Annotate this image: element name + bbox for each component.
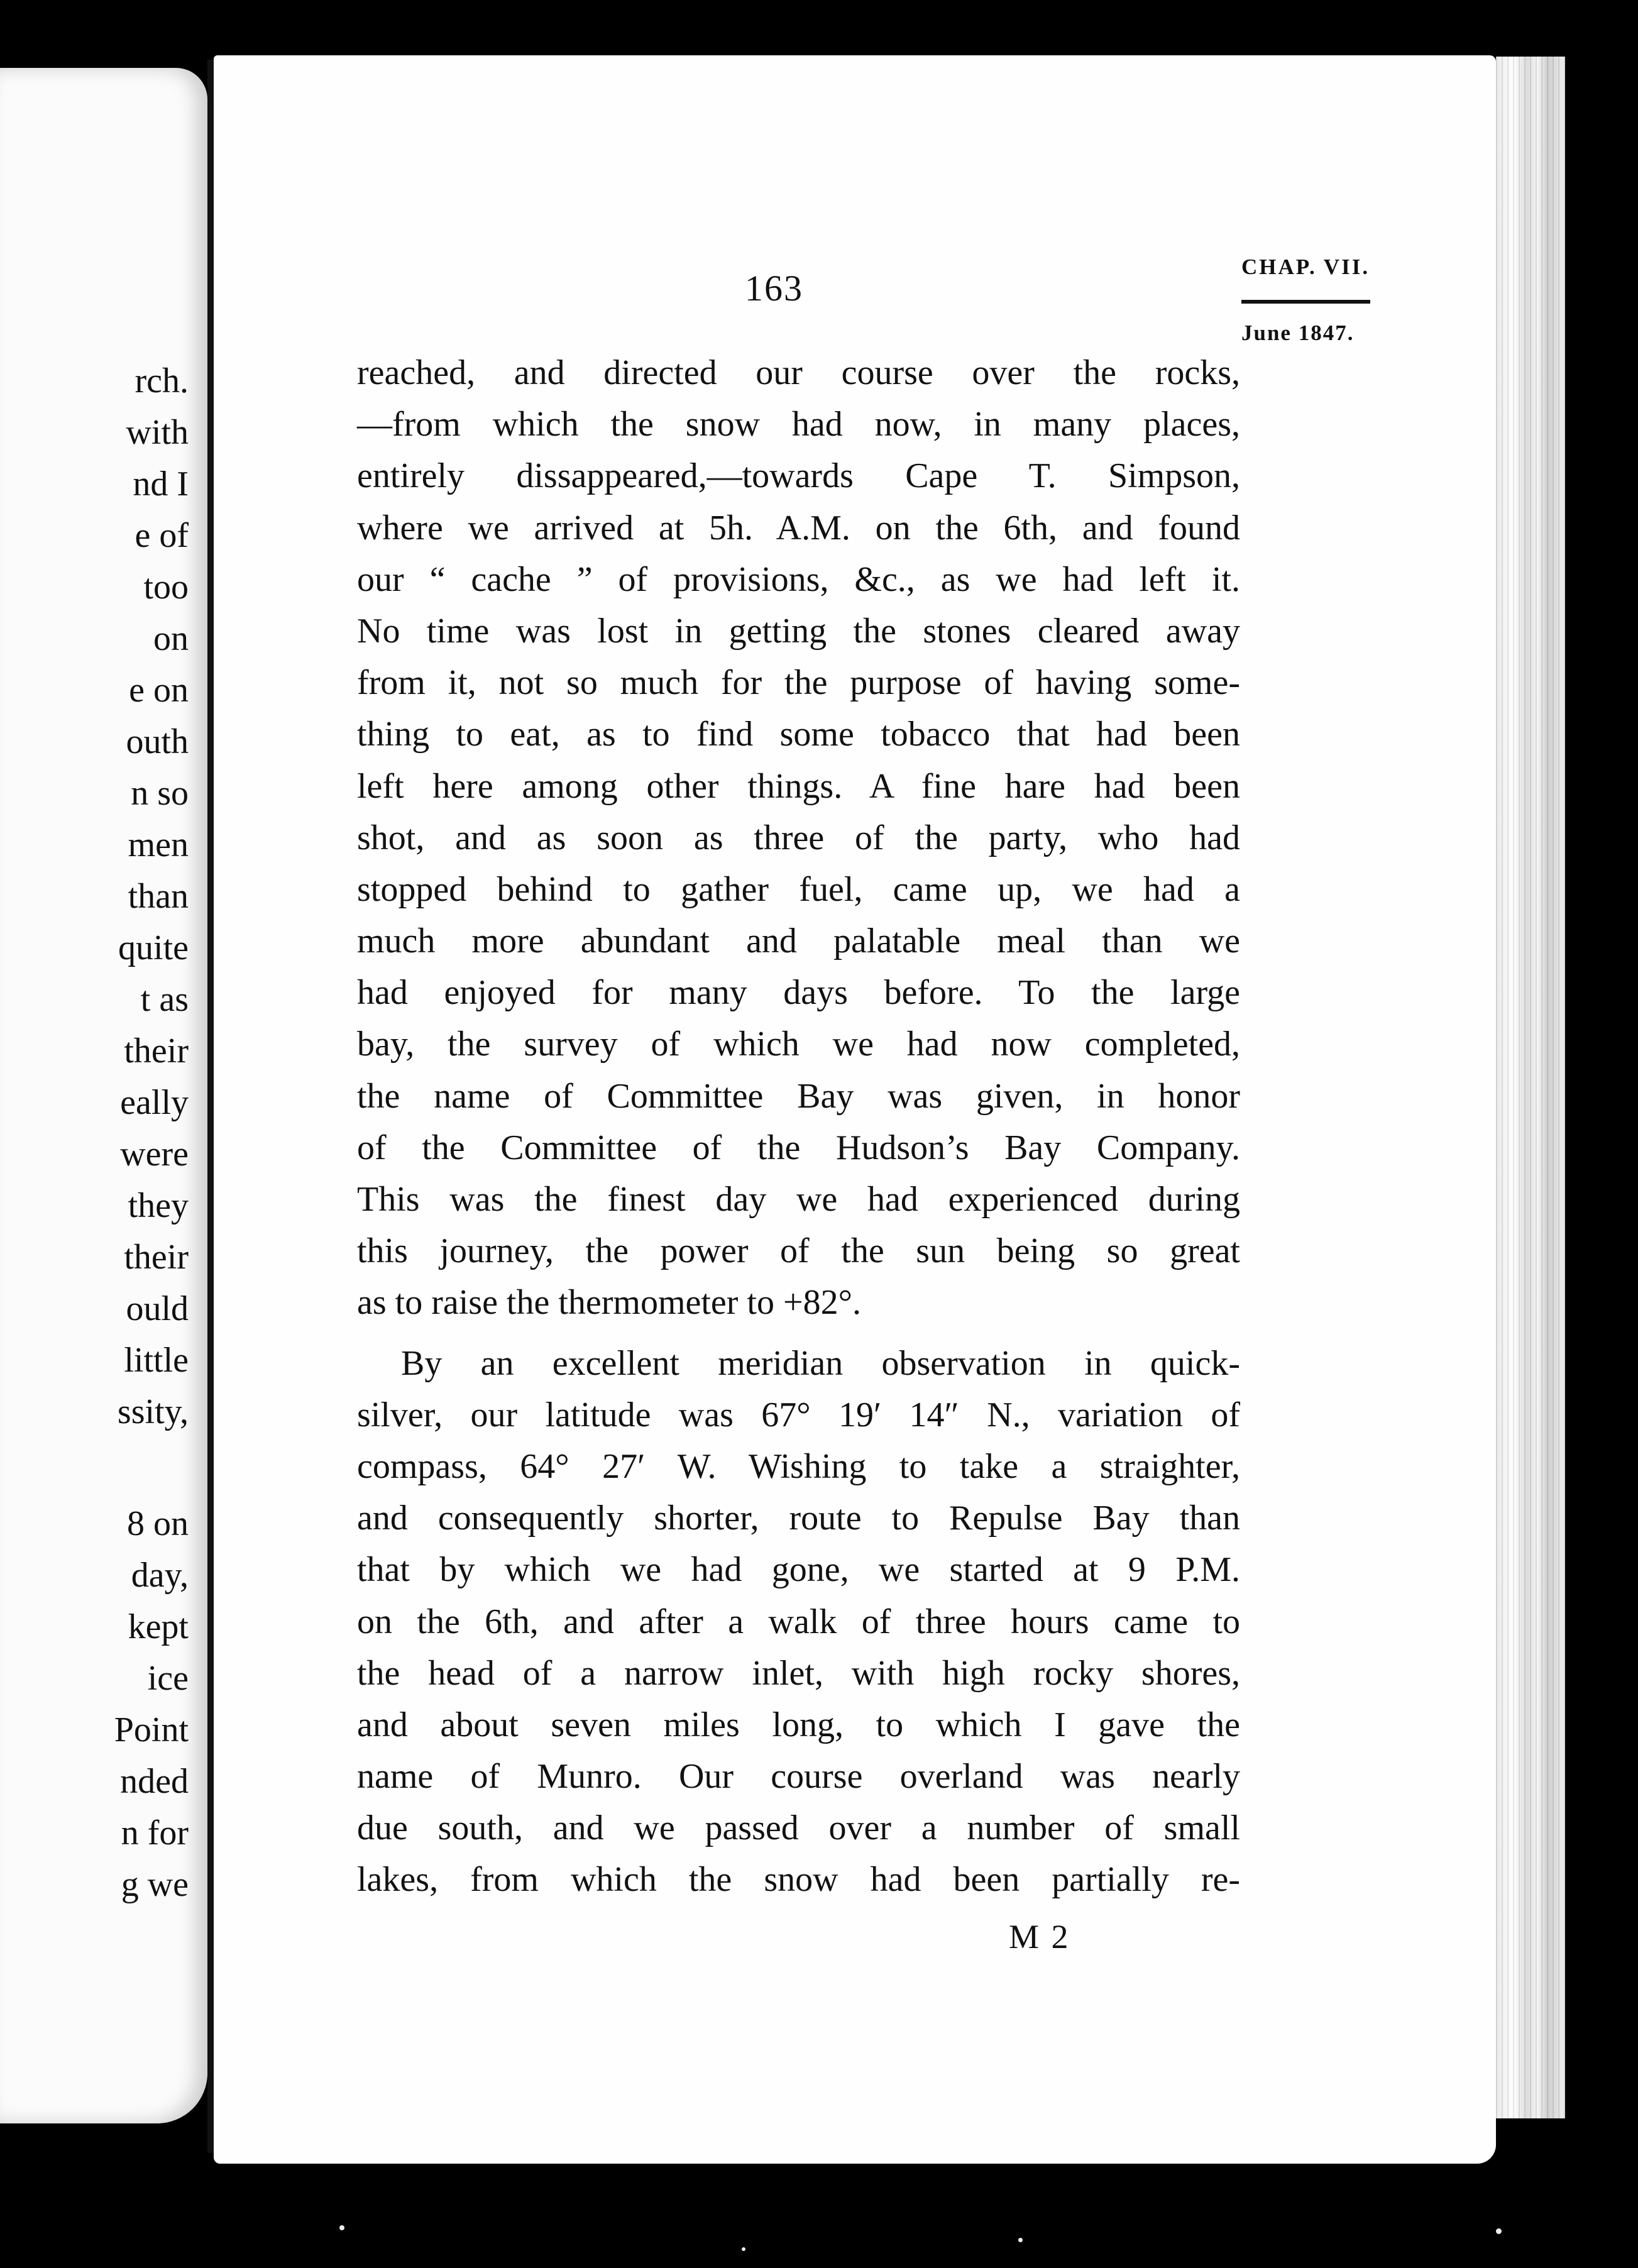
text-line: had enjoyed for many days before. To the large <box>357 973 1240 1013</box>
paragraph <box>357 1338 1240 1906</box>
left-page-line: men <box>128 825 189 864</box>
text-line: This was the finest day we had experienced during <box>357 1180 1240 1219</box>
left-page-line: quite <box>118 928 189 967</box>
left-page-line: n so <box>131 774 189 813</box>
left-page <box>0 68 207 2123</box>
text-line: shot, and as soon as three of the party, who had <box>357 818 1240 857</box>
page-edge-stack <box>1496 57 1565 2118</box>
left-page-line: than <box>128 877 189 916</box>
text-line: stopped behind to gather fuel, came up, we had a <box>357 869 1240 909</box>
speck <box>1018 2238 1023 2242</box>
text-line: lakes, from which the snow had been partially re- <box>357 1860 1240 1900</box>
left-page-line: t as <box>140 980 189 1019</box>
text-line: silver, our latitude was 67° 19′ 14″ N., variation of <box>357 1395 1240 1434</box>
left-page-line: g we <box>121 1865 189 1904</box>
text-line: thing to eat, as to find some tobacco that had been <box>357 715 1240 754</box>
text-line: our “ cache ” of provisions, &c., as we had left it. <box>357 559 1240 599</box>
running-head-rule <box>1241 300 1370 304</box>
left-page-line: on <box>153 619 189 658</box>
speck <box>1496 2228 1502 2234</box>
text-line: that by which we had gone, we started at 9 P.M. <box>357 1550 1240 1590</box>
text-line: compass, 64° 27′ W. Wishing to take a straighter, <box>357 1446 1240 1486</box>
left-page-line: were <box>120 1135 189 1174</box>
margin-date-note: June 1847. <box>1241 321 1355 345</box>
text-line: the head of a narrow inlet, with high rocky shores, <box>357 1653 1240 1693</box>
paragraph <box>357 347 1240 1329</box>
signature-mark: M 2 <box>1009 1918 1070 1956</box>
text-line: and consequently shorter, route to Repulse Bay than <box>357 1499 1240 1538</box>
text-line: and about seven miles long, to which I gave the <box>357 1705 1240 1744</box>
text-line: on the 6th, and after a walk of three hours came to <box>357 1602 1240 1641</box>
text-line: —from which the snow had now, in many places, <box>357 405 1240 444</box>
left-page-line: rch. <box>135 361 189 400</box>
text-line: reached, and directed our course over the rocks, <box>357 353 1240 392</box>
left-page-line: they <box>128 1186 189 1225</box>
left-page-line: n for <box>121 1814 189 1852</box>
left-page-line: ould <box>126 1289 189 1328</box>
text-line: entirely dissappeared,—towards Cape T. Simpson, <box>357 456 1240 496</box>
left-page-line: kept <box>128 1607 189 1646</box>
running-head: CHAP. VII. <box>1241 255 1370 279</box>
left-page-line: e on <box>129 671 189 710</box>
left-page-line: their <box>124 1238 189 1277</box>
left-page-line: little <box>124 1341 189 1380</box>
text-line: of the Committee of the Hudson’s Bay Company. <box>357 1128 1240 1167</box>
left-page-line: too <box>143 568 189 607</box>
text-line: as to raise the thermometer to +82°. <box>357 1283 861 1323</box>
left-page-line: nd I <box>133 465 189 504</box>
speck <box>742 2247 745 2251</box>
left-page-line: ssity, <box>117 1392 189 1431</box>
left-page-line: e of <box>135 516 189 555</box>
left-page-line: 8 on <box>127 1504 189 1543</box>
left-page-line: eally <box>120 1083 189 1122</box>
text-line: the name of Committee Bay was given, in honor <box>357 1076 1240 1116</box>
left-page-line: with <box>126 413 189 452</box>
text-line: where we arrived at 5h. A.M. on the 6th, and found <box>357 508 1240 548</box>
left-page-line: their <box>124 1032 189 1071</box>
left-page-line: day, <box>131 1556 189 1595</box>
text-line: from it, not so much for the purpose of having some- <box>357 663 1240 703</box>
text-line: No time was lost in getting the stones cleared away <box>357 611 1240 651</box>
text-line: this journey, the power of the sun being so great <box>357 1231 1240 1271</box>
left-page-line: nded <box>120 1762 189 1801</box>
text-line: left here among other things. A fine hare had been <box>357 766 1240 806</box>
left-page-line: ice <box>147 1659 189 1698</box>
speck <box>339 2225 344 2230</box>
text-line: due south, and we passed over a number of small <box>357 1808 1240 1848</box>
text-line: name of Munro. Our course overland was nearly <box>357 1757 1240 1797</box>
text-line: By an excellent meridian observation in quick- <box>401 1343 1240 1383</box>
body-text <box>357 347 1240 1906</box>
left-page-line: Point <box>114 1710 189 1749</box>
left-page-line: outh <box>126 722 189 761</box>
text-line: bay, the survey of which we had now completed, <box>357 1025 1240 1064</box>
page-number: 163 <box>745 268 803 309</box>
text-line: much more abundant and palatable meal than we <box>357 922 1240 961</box>
